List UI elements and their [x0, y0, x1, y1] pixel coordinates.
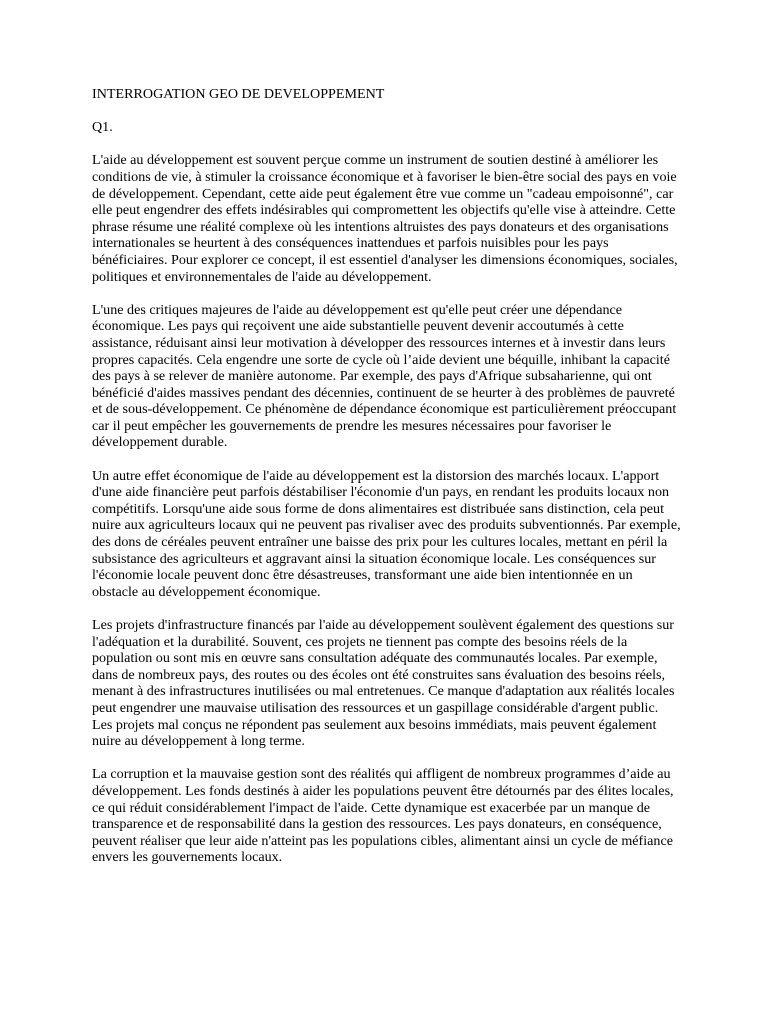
paragraph-distorsion-marches: Un autre effet économique de l'aide au développement est la distorsion des marchés locaux. L'apport d'une aide financière peut parfois déstabiliser l'économie d'un pays, en rendant les produits locaux non compétitifs. Lorsqu'une aide sous forme de dons alimentaires est distribuée sans distinction, cela peut nuire aux agriculteurs locaux qui ne peuvent pas rivaliser avec des produits subventionnés. Par exemple, des dons de céréales peuvent entraîner une baisse des prix pour les cultures locales, mettant en péril la subsistance des agriculteurs et aggravant ainsi la situation économique locale. Les conséquences sur l'économie locale peuvent donc être désastreuses, transformant une aide bien intentionnée en un obstacle au développement économique.	[92, 467, 681, 600]
document-title: INTERROGATION GEO DE DEVELOPPEMENT	[92, 86, 385, 102]
paragraph-corruption: La corruption et la mauvaise gestion sont des réalités qui affligent de nombreux programmes d’aide au développement. Les fonds destinés à aider les populations peuvent être détournés par des élites locales, ce qui réduit considérablement l'impact de l'aide. Cette dynamique est exacerbée par un manque de transparence et de responsabilité dans la gestion des ressources. Les pays donateurs, en conséquence, peuvent réaliser que leur aide n'atteint pas les populations cibles, alimentant ainsi un cycle de méfiance envers les gouvernements locaux.	[92, 766, 674, 866]
paragraph-infrastructure: Les projets d'infrastructure financés par l'aide au développement soulèvent également des questions sur l'adéquation et la durabilité. Souvent, ces projets ne tiennent pas compte des besoins réels de la population ou sont mis en œuvre sans consultation adéquate des communautés locales. Par exemple, dans de nombreux pays, des routes ou des écoles ont été construites sans évaluation des besoins réels, menant à des infrastructures inutilisées ou mal entretenues. Ce manque d'adaptation aux réalités locales peut engendrer une mauvaise utilisation des ressources et un gaspillage considérable d'argent public. Les projets mal conçus ne répondent pas seulement aux besoins immédiats, mais peuvent également nuire au développement à long terme.	[92, 617, 675, 750]
question-label: Q1.	[92, 119, 113, 136]
paragraph-intro: L'aide au développement est souvent perçue comme un instrument de soutien destiné à améliorer les conditions de vie, à stimuler la croissance économique et à favoriser le bien-être social des pays en voie de développement. Cependant, cette aide peut également être vue comme un "cadeau empoisonné", car elle peut engendrer des effets indésirables qui compromettent les objectifs qu'elle vise à atteindre. Cette phrase résume une réalité complexe où les intentions altruistes des pays donateurs et des organisations internationales se heurtent à des conséquences inattendues et parfois nuisibles pour les pays bénéficiaires. Pour explorer ce concept, il est essentiel d'analyser les dimensions économiques, sociales, politiques et environnementales de l'aide au développement.	[92, 152, 678, 285]
document-page	[92, 86, 682, 883]
paragraph-dependance: L'une des critiques majeures de l'aide au développement est qu'elle peut créer une dépendance économique. Les pays qui reçoivent une aide substantielle peuvent devenir accoutumés à cette assistance, réduisant ainsi leur motivation à développer des ressources internes et à investir dans leurs propres capacités. Cela engendre une sorte de cycle où l’aide devient une béquille, inhibant la capacité des pays à se relever de manière autonome. Par exemple, des pays d'Afrique subsaharienne, qui ont bénéficié d'aides massives pendant des décennies, continuent de se heurter à des problèmes de pauvreté et de sous-développement. Ce phénomène de dépendance économique est particulièrement préoccupant car il peut empêcher les gouvernements de prendre les mesures nécessaires pour favoriser le développement durable.	[92, 301, 677, 451]
